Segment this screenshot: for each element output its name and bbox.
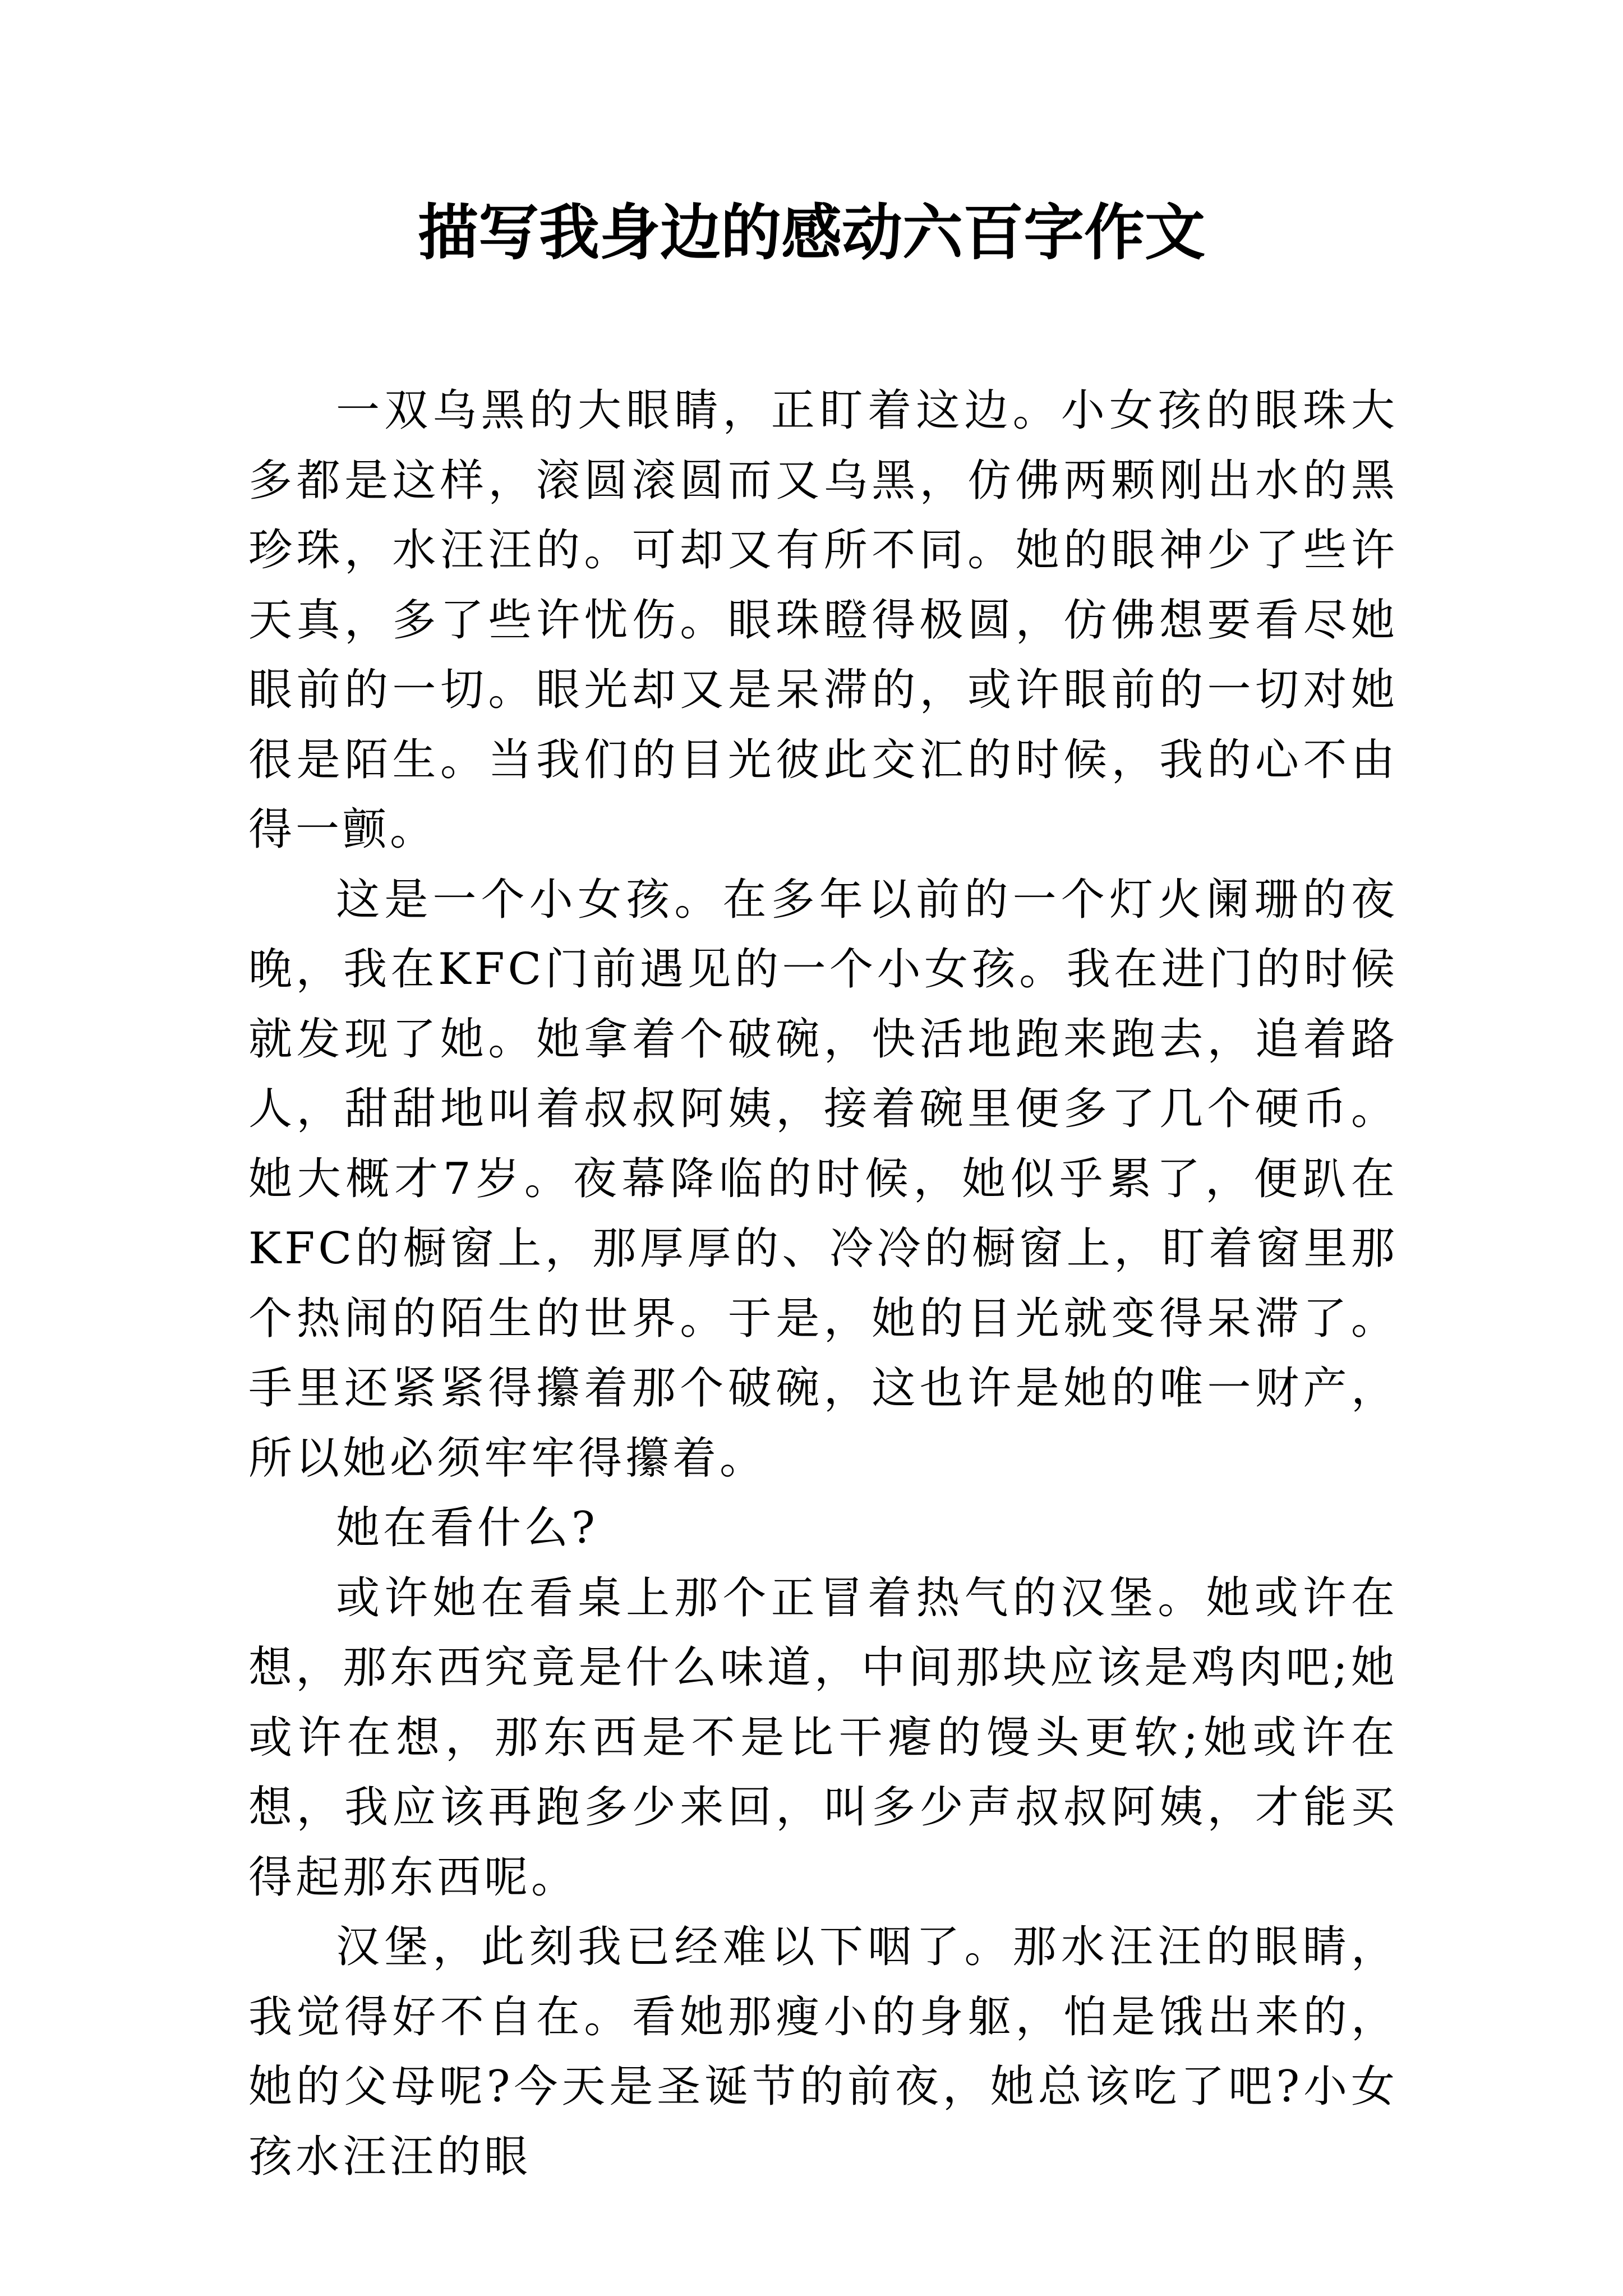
- paragraph-5: 汉堡，此刻我已经难以下咽了。那水汪汪的眼睛，我觉得好不自在。看她那瘦小的身躯，怕是饿出来的，她的父母呢?今天是圣诞节的前夜，她总该吃了吧?小女孩水汪汪的眼: [248, 1922, 1398, 2182]
- paragraph-3: 她在看什么?: [336, 1503, 598, 1553]
- document-title: 描写我身边的感动六百字作文: [417, 197, 1205, 268]
- paragraph-4: 或许她在看桌上那个正冒着热气的汉堡。她或许在想，那东西究竟是什么味道，中间那块应该是鸡肉吧;她或许在想，那东西是不是比干瘪的馒头更软;她或许在想，我应该再跑多少来回，叫多少声叔叔阿姨，才能买得起那东西呢。: [248, 1572, 1398, 1903]
- paragraph-1: 一双乌黑的大眼睛，正盯着这边。小女孩的眼珠大多都是这样，滚圆滚圆而又乌黑，仿佛两颗刚出水的黑珍珠，水汪汪的。可却又有所不同。她的眼神少了些许天真，多了些许忧伤。眼珠瞪得极圆，仿佛想要看尽她眼前的一切。眼光却又是呆滞的，或许眼前的一切对她很是陌生。当我们的目光彼此交汇的时候，我的心不由得一颤。: [248, 385, 1398, 855]
- document-body: [248, 376, 1398, 2192]
- paragraph-2: 这是一个小女孩。在多年以前的一个灯火阑珊的夜晚，我在KFC门前遇见的一个小女孩。我在进门的时候就发现了她。她拿着个破碗，快活地跑来跑去，追着路人，甜甜地叫着叔叔阿姨，接着碗里便多了几个硬币。她大概才7岁。夜幕降临的时候，她似乎累了，便趴在KFC的橱窗上，那厚厚的、冷冷的橱窗上，盯着窗里那个热闹的陌生的世界。于是，她的目光就变得呆滞了。手里还紧紧得攥着那个破碗，这也许是她的唯一财产，所以她必须牢牢得攥着。: [248, 874, 1398, 1484]
